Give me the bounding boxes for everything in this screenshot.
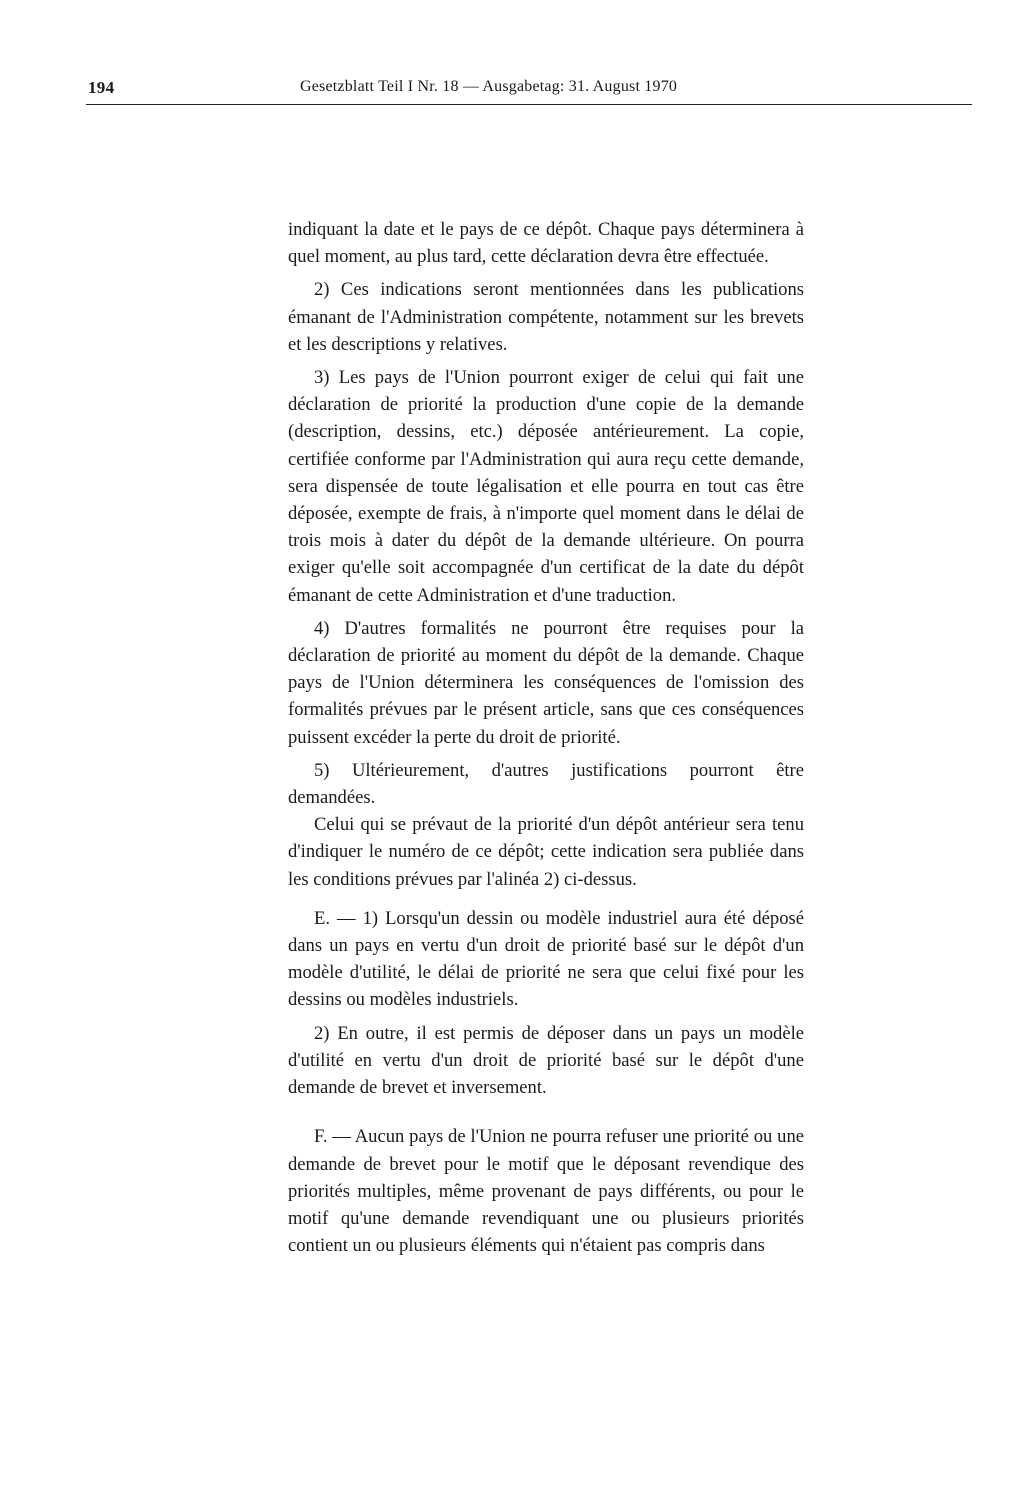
section-e-paragraph-1: E. — 1) Lorsqu'un dessin ou modèle industriel aura été déposé dans un pays en vertu d'un droit de priorité basé sur le dépôt d'un modèle d'utilité, le délai de priorité ne sera que celui fixé pour les dessins ou modèles industriels.	[288, 907, 804, 1011]
page-number: 194	[88, 78, 115, 97]
paragraph-continuation: indiquant la date et le pays de ce dépôt. Chaque pays déterminera à quel moment, au plus tard, cette déclaration devra être effectuée.	[288, 219, 804, 268]
paragraph-3: 3) Les pays de l'Union pourront exiger de celui qui fait une déclaration de priorité la production d'une copie de la demande (description, dessins, etc.) déposée antérieurement. La copie, certifiée conforme par l'Administration qui aura reçu cette demande, sera dispensée de toute légalisation et elle pourra en tout cas être déposée, exempte de frais, à n'importe quel moment dans le délai de trois mois à dater du dépôt de la demande ultérieure. On pourra exiger qu'elle soit accompagnée d'un certificat de la date du dépôt émanant de cette Administration et d'une traduction.	[288, 367, 804, 606]
paragraph-5-continued: Celui qui se prévaut de la priorité d'un dépôt antérieur sera tenu d'indiquer le numéro de ce dépôt; cette indication sera publiée dans les conditions prévues par l'alinéa 2) ci-dessus.	[288, 814, 804, 890]
paragraph-4: 4) D'autres formalités ne pourront être requises pour la déclaration de priorité au moment du dépôt de la demande. Chaque pays de l'Union déterminera les conséquences de l'omission des formalités prévues par le présent article, sans que ces conséquences puissent excéder la perte du droit de priorité.	[288, 617, 804, 748]
section-f-paragraph: F. — Aucun pays de l'Union ne pourra refuser une priorité ou une demande de brevet pour le motif que le déposant revendique des priorités multiples, même provenant de pays différents, ou pour le motif qu'une demande revendiquant une ou plusieurs priorités contient un ou plusieurs éléments qui n'étaient pas compris dans	[288, 1126, 804, 1257]
text-column	[288, 216, 804, 1265]
header-rule	[86, 104, 972, 105]
running-title: Gesetzblatt Teil I Nr. 18 — Ausgabetag: 31. August 1970	[300, 78, 678, 95]
section-e-paragraph-2: 2) En outre, il est permis de déposer dans un pays un modèle d'utilité en vertu d'un droit de priorité basé sur le dépôt d'une demande de brevet et inversement.	[288, 1022, 804, 1099]
paragraph-2: 2) Ces indications seront mentionnées dans les publications émanant de l'Administration compétente, notamment sur les brevets et les descriptions y relatives.	[288, 279, 804, 355]
paragraph-5: 5) Ultérieurement, d'autres justifications pourront être demandées.	[288, 759, 804, 809]
page-header	[88, 78, 972, 102]
